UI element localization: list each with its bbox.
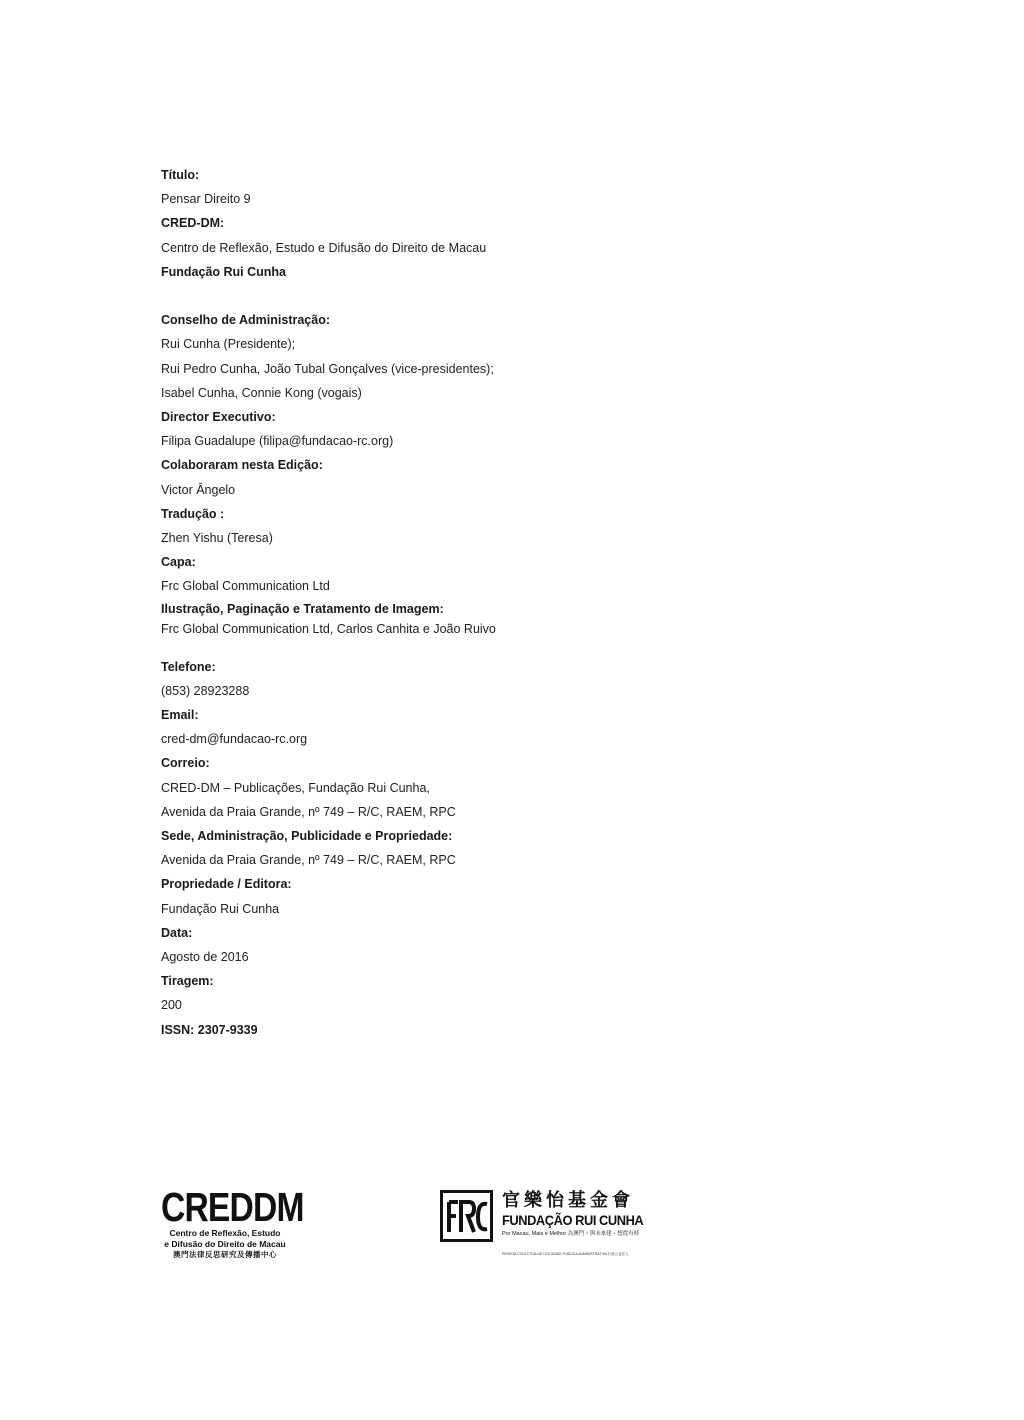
cred-dm-logo	[161, 1184, 304, 1260]
cred-dm-subtitle: e Difusão do Direito de Macau	[164, 1239, 286, 1249]
capa-value: Frc Global Communication Ltd	[161, 579, 330, 594]
frc-mark-icon	[440, 1190, 493, 1242]
correio-line: Avenida da Praia Grande, nº 749 – R/C, RAEM, RPC	[161, 804, 456, 819]
conselho-line: Rui Cunha (Presidente);	[161, 337, 296, 352]
telefone-label: Telefone:	[161, 659, 216, 674]
colaboraram-value: Victor Ângelo	[161, 482, 236, 497]
data-value: Agosto de 2016	[161, 950, 249, 965]
telefone-value: (853) 28923288	[161, 683, 250, 698]
propriedade-label: Propriedade / Editora:	[161, 877, 292, 892]
cred-dm-wordmark: CREDDM	[161, 1184, 304, 1230]
capa-label: Capa:	[161, 555, 196, 570]
director-label: Director Executivo:	[161, 410, 276, 425]
traducao-value: Zhen Yishu (Teresa)	[161, 531, 273, 546]
data-label: Data:	[161, 925, 193, 940]
frc-name: FUNDAÇÃO RUI CUNHA	[502, 1212, 644, 1228]
frc-fine-print: PESSOA COLECTIVA DE UTILIDADE PÚBLICA ADMINISTRATIVA 行政公益法人	[502, 1252, 629, 1256]
tiragem-label: Tiragem:	[161, 974, 214, 989]
ilustracao-label: Ilustração, Paginação e Tratamento de Imagem:	[161, 601, 444, 616]
ilustracao-value: Frc Global Communication Ltd, Carlos Canhita e João Ruivo	[161, 621, 496, 636]
cred-label: CRED-DM:	[161, 216, 225, 231]
sede-label: Sede, Administração, Publicidade e Propriedade:	[161, 829, 453, 844]
cred-dm-chinese: 澳門法律反思研究及傳播中心	[173, 1250, 277, 1259]
frc-tagline: Por Macau, Mais e Melhor 為澳門・與未來建・想從有時	[502, 1231, 640, 1237]
colaboraram-label: Colaboraram nesta Edição:	[161, 458, 323, 473]
cred-value: Centro de Reflexão, Estudo e Difusão do Direito de Macau	[161, 240, 487, 255]
correio-line: CRED-DM – Publicações, Fundação Rui Cunha,	[161, 780, 430, 795]
propriedade-value: Fundação Rui Cunha	[161, 901, 280, 916]
director-value: Filipa Guadalupe (filipa@fundacao-rc.org)	[161, 434, 394, 449]
conselho-line: Isabel Cunha, Connie Kong (vogais)	[161, 385, 362, 400]
titulo-label: Título:	[161, 168, 200, 182]
tiragem-value: 200	[161, 998, 182, 1013]
frc-chinese-name: 官樂怡基金會	[502, 1190, 634, 1210]
conselho-label: Conselho de Administração:	[161, 313, 331, 328]
correio-label: Correio:	[161, 756, 210, 771]
traducao-label: Tradução :	[161, 506, 225, 521]
email-label: Email:	[161, 708, 199, 723]
cred-org: Fundação Rui Cunha	[161, 264, 286, 279]
email-value: cred-dm@fundacao-rc.org	[161, 732, 308, 747]
cred-dm-subtitle: Centro de Reflexão, Estudo	[169, 1228, 281, 1238]
sede-value: Avenida da Praia Grande, nº 749 – R/C, RAEM, RPC	[161, 853, 456, 868]
titulo-value: Pensar Direito 9	[161, 192, 251, 207]
issn: ISSN: 2307-9339	[161, 1022, 258, 1037]
colophon	[161, 163, 761, 1042]
conselho-line: Rui Pedro Cunha, João Tubal Gonçalves (vice-presidentes);	[161, 361, 494, 376]
fundacao-rui-cunha-logo	[440, 1190, 650, 1270]
